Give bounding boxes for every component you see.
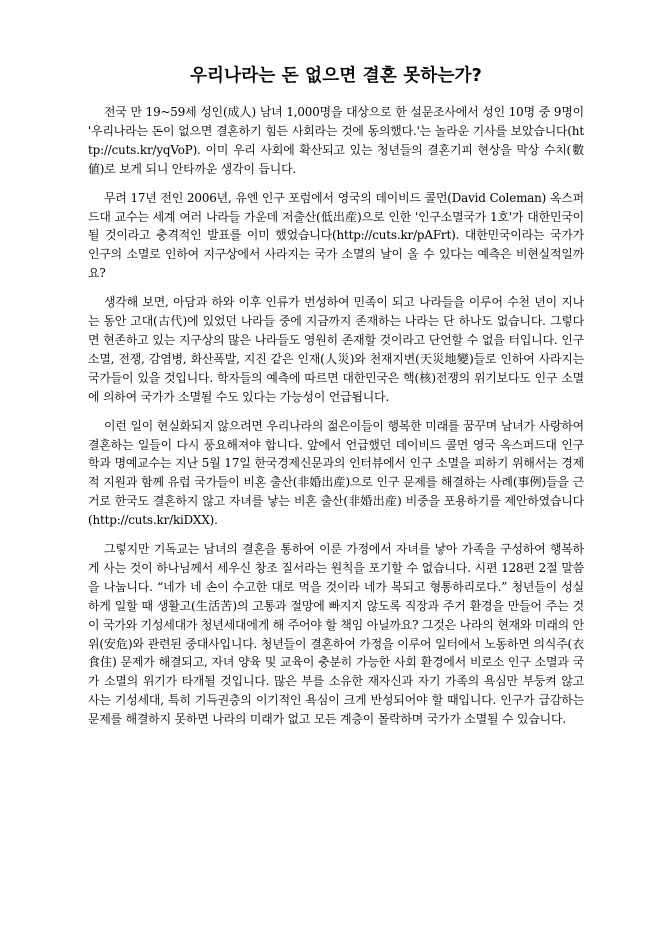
paragraph-2: 무려 17년 전인 2006년, 유엔 인구 포럼에서 영국의 데이비드 콜먼(David Coleman) 옥스퍼드대 교수는 세계 여러 나라들 가운데 저출산(低出産)으로 인한 '인구소멸국가 1호'가 대한민국이 될 것이라고 충격적인 발표를 이미 했었습니다(http://cuts.kr/pAFrt). 대한민국이라는 국가가 인구의 소멸로 인하여 지구상에서 사라지는 국가 소멸의 날이 올 수 있다는 예측은 비현실적일까요? [88, 190, 584, 281]
paragraph-5: 그렇지만 기독교는 남녀의 결혼을 통하여 이룬 가정에서 자녀를 낳아 가족을 구성하여 행복하게 사는 것이 하나님께서 세우신 창조 질서라는 원칙을 포기할 수 없습니다. 시편 128편 2절 말씀을 나눕니다. “네가 네 손이 수고한 대로 먹을 것이라 네가 복되고 형통하리로다.” 청년들이 성실하게 일할 때 생활고(生活苦)의 고통과 절망에 빠지지 않도록 직장과 주거 환경을 만들어 주는 것이 국가와 기성세대가 청년세대에게 해 주어야 할 책임 아닐까요? 그것은 나라의 현재와 미래의 안위(安危)와 관련된 중대사입니다. 청년들이 결혼하여 가정을 이루어 일터에서 노동하면 의식주(衣食住) 문제가 해결되고, 자녀 양육 및 교육이 충분히 가능한 사회 환경에서 비로소 인구 소멸과 국가 소멸의 위기가 타개될 것입니다. 많은 부를 소유한 재자신과 자기 가족의 욕심만 부둥켜 않고 사는 기성세대, 특히 기득권층의 이기적인 욕심이 크게 반성되어야 할 때입니다. 인구가 급감하는 문제를 해결하지 못하면 나라의 미래가 없고 모든 계층이 몰락하며 국가가 소멸될 수 있습니다. [88, 542, 584, 727]
paragraph-4: 이런 일이 현실화되지 않으려면 우리나라의 젊은이들이 행복한 미래를 꿈꾸며 남녀가 사랑하여 결혼하는 일들이 다시 풍요해져야 합니다. 앞에서 언급했던 데이비드 콜먼 영국 옥스퍼드대 인구학과 명예교수는 지난 5월 17일 한국경제신문과의 인터뷰에서 인구 소멸을 피하기 위해서는 경제적 지원과 함께 유럽 국가들이 비혼 출산(非婚出産)으로 인구 문제를 해결하는 사례(事例)들을 근거로 한국도 결혼하지 않고 자녀를 낳는 비혼 출산(非婚出産) 비중을 포용하기를 제안하였습니다(http://cuts.kr/kiDXX). [88, 418, 584, 528]
document-title: 우리나라는 돈 없으면 결혼 못하는가? [189, 66, 483, 86]
paragraph-1: 전국 만 19~59세 성인(成人) 남녀 1,000명을 대상으로 한 설문조사에서 성인 10명 중 9명이 '우리나라는 돈이 없으면 결혼하기 힘든 사회라는 것에 동의했다.'는 놀라운 기사를 보았습니다(http://cuts.kr/yqVoP). 이미 우리 사회에 확산되고 있는 청년들의 결혼기피 현상을 막상 수치(數値)로 보게 되니 안타까운 생각이 듭니다. [88, 105, 584, 176]
paragraph-3: 생각해 보면, 아담과 하와 이후 인류가 번성하여 민족이 되고 나라들을 이루어 수천 년이 지나는 동안 고대(古代)에 있었던 나라들 중에 지금까지 존재하는 나라는 단 하나도 없습니다. 그렇다면 현존하고 있는 지구상의 많은 나라들도 영원히 존재할 것이라고 단언할 수 없을 터입니다. 인구 소멸, 전쟁, 감염병, 화산폭발, 지진 같은 인재(人災)와 천재지변(天災地變)들로 인하여 사라지는 국가들이 있을 것입니다. 학자들의 예측에 따르면 대한민국은 핵(核)전쟁의 위기보다도 인구 소멸에 의하여 국가가 소멸될 수도 있다는 가능성이 언급됩니다. [88, 295, 584, 404]
article-body [88, 103, 584, 729]
